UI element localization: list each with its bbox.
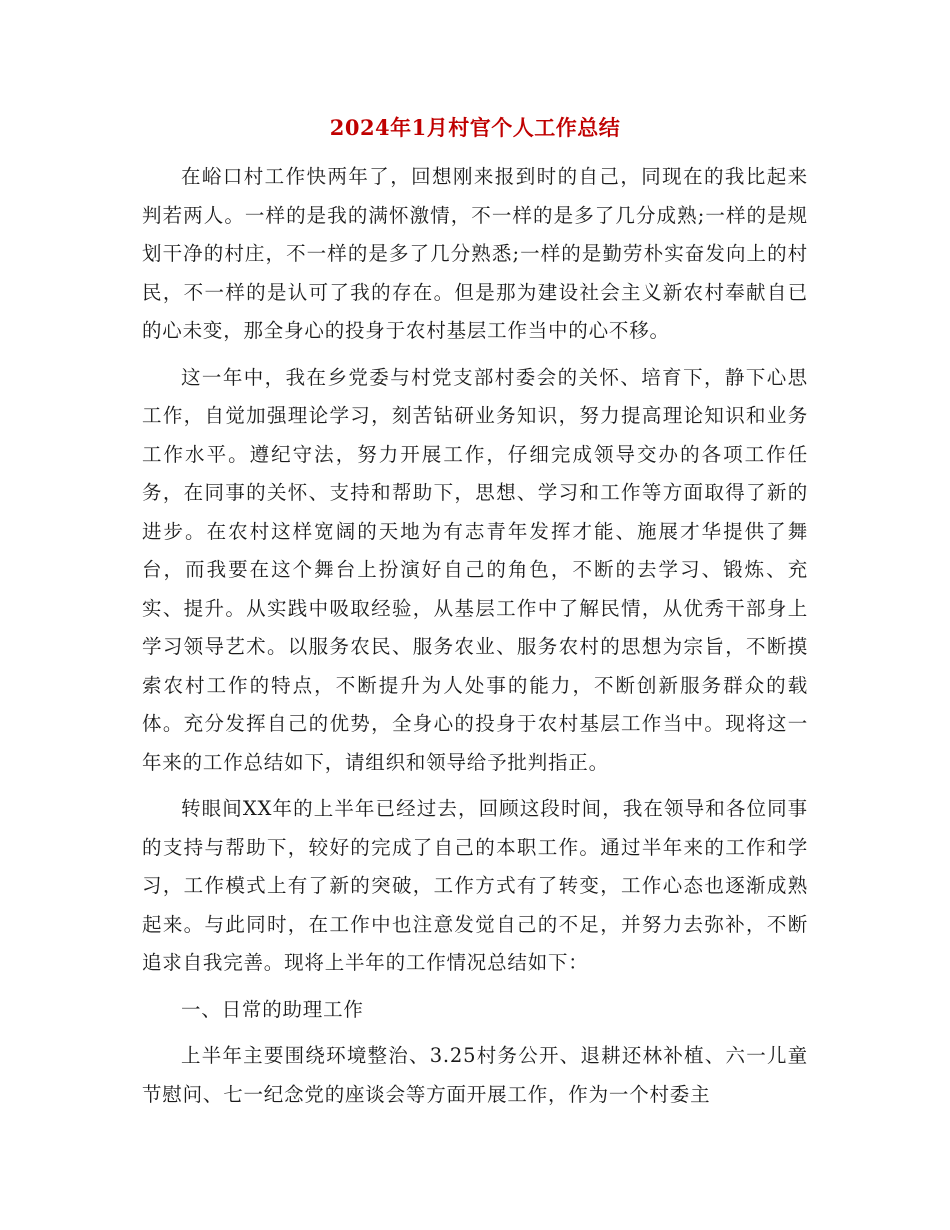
paragraph-intro: 在峪口村工作快两年了，回想刚来报到时的自己，同现在的我比起来判若两人。一样的是我的满怀激情，不一样的是多了几分成熟;一样的是规划干净的村庄，不一样的是多了几分熟悉;一样的是勤劳朴实奋发向上的村民，不一样的是认可了我的存在。但是那为建设社会主义新农村奉献自已的心未变，那全身心的投身于农村基层工作当中的心不移。 — [142, 165, 808, 342]
section-heading-daily-work: 一、日常的助理工作 — [181, 997, 364, 1021]
paragraph-daily-work: 上半年主要围绕环境整治、3.25村务公开、退耕还林补植、六一儿童节慰问、七一纪念党的座谈会等方面开展工作，作为一个村委主 — [142, 1044, 808, 1106]
paragraph-half-year: 转眼间XX年的上半年已经过去，回顾这段时间，我在领导和各位同事的支持与帮助下，较好的完成了自己的本职工作。通过半年来的工作和学习，工作模式上有了新的突破，工作方式有了转变，工作心态也逐渐成熟起来。与此同时，在工作中也注意发觉自己的不足，并努力去弥补，不断追求自我完善。现将上半年的工作情况总结如下： — [142, 797, 808, 974]
document-title: 2024年1月村官个人工作总结 — [329, 115, 621, 140]
paragraph-year-review: 这一年中，我在乡党委与村党支部村委会的关怀、培育下，静下心思工作，自觉加强理论学习，刻苦钻研业务知识，努力提高理论知识和业务工作水平。遵纪守法，努力开展工作，仔细完成领导交办的各项工作任务，在同事的关怀、支持和帮助下，思想、学习和工作等方面取得了新的进步。在农村这样宽阔的天地为有志青年发挥才能、施展才华提供了舞台，而我要在这个舞台上扮演好自己的角色，不断的去学习、锻炼、充实、提升。从实践中吸取经验，从基层工作中了解民情，从优秀干部身上学习领导艺术。以服务农民、服务农业、服务农村的思想为宗旨，不断摸索农村工作的特点，不断提升为人处事的能力，不断创新服务群众的载体。充分发挥自己的优势，全身心的投身于农村基层工作当中。现将这一年来的工作总结如下，请组织和领导给予批判指正。 — [142, 365, 808, 774]
